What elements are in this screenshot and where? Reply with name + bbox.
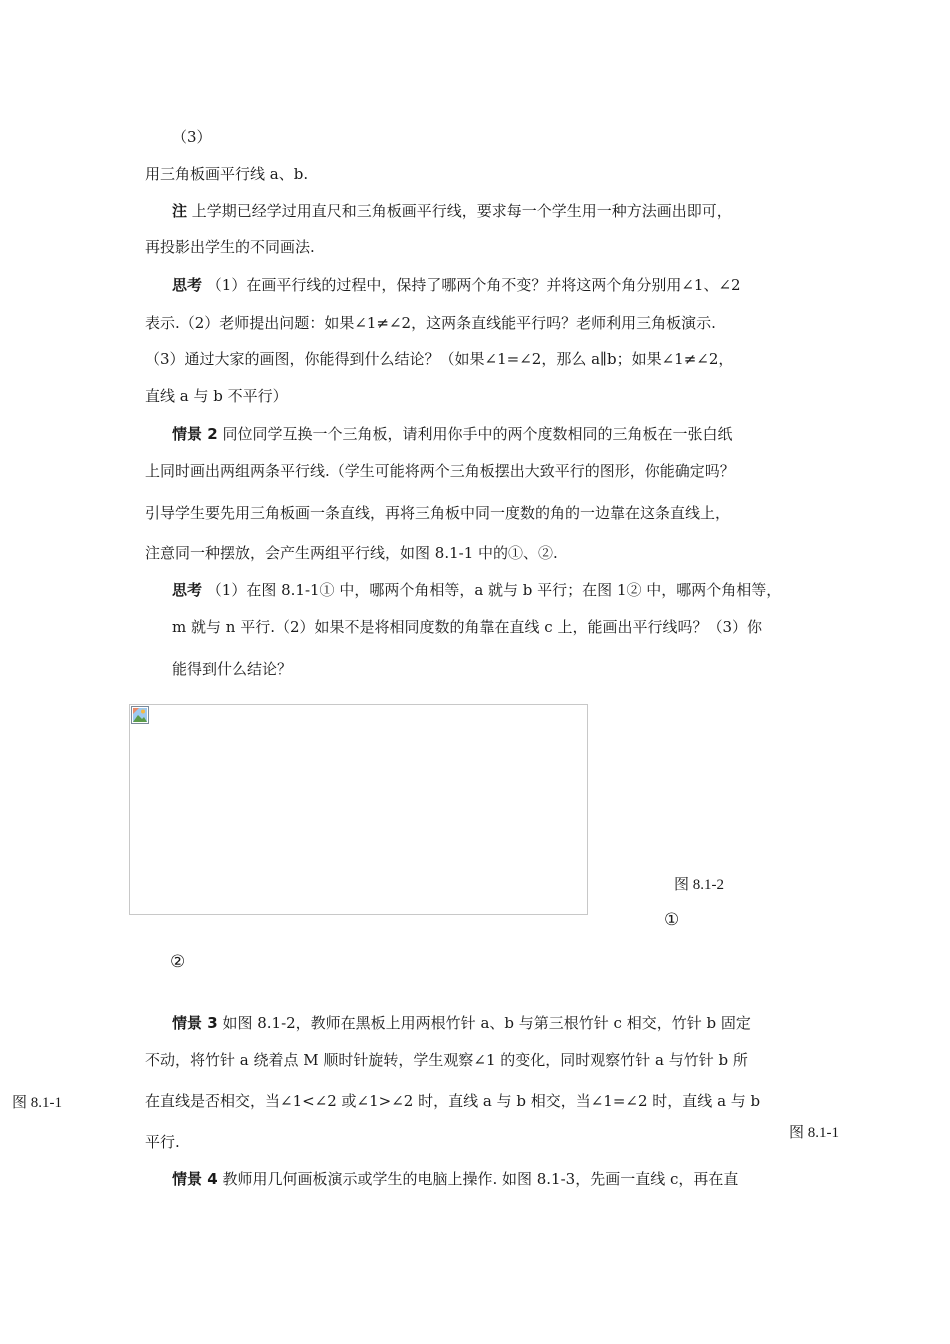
text-line: 能得到什么结论？ xyxy=(172,660,293,678)
scene-tag: 情景 2 xyxy=(172,425,218,443)
scene-tag: 情景 4 xyxy=(172,1170,218,1188)
text-line: （3）通过大家的画图，你能得到什么结论？（如果∠1=∠2，那么 a∥b；如果∠1≠∠2， xyxy=(145,350,734,368)
broken-image-icon xyxy=(131,706,149,724)
paragraph-scene-2 xyxy=(172,424,732,444)
figure-caption: 图 8.1-2 xyxy=(674,877,724,893)
circled-number-1: ① xyxy=(664,910,680,929)
text-line: （3） xyxy=(172,128,212,146)
figure-caption: 图 8.1-1 xyxy=(789,1125,839,1141)
paragraph-think-1 xyxy=(172,275,741,295)
figure-caption: 图 8.1-1 xyxy=(12,1095,62,1111)
scene-tag: 情景 3 xyxy=(172,1014,218,1032)
text-line: 如图 8.1-2，教师在黑板上用两根竹针 a、b 与第三根竹针 c 相交，竹针 b 固定 xyxy=(217,1014,751,1032)
text-line: 表示.（2）老师提出问题：如果∠1≠∠2，这两条直线能平行吗？老师利用三角板演示. xyxy=(145,314,716,332)
text-line: 直线 a 与 b 不平行） xyxy=(145,387,288,405)
circled-number-2: ② xyxy=(170,952,186,971)
text-line: 不动，将竹针 a 绕着点 M 顺时针旋转，学生观察∠1 的变化，同时观察竹针 a 与竹针 b 所 xyxy=(145,1051,748,1069)
text-line: （1）在图 8.1-1① 中，哪两个角相等，a 就与 b 平行；在图 1② 中，哪两个角相等， xyxy=(202,581,782,599)
text-line: （1）在画平行线的过程中，保持了哪两个角不变？并将这两个角分别用∠1、∠2 xyxy=(202,276,741,294)
text-line: 注意同一种摆放，会产生两组平行线，如图 8.1-1 中的①、②. xyxy=(145,544,558,562)
text-line: 引导学生要先用三角板画一条直线，再将三角板中同一度数的角的一边靠在这条直线上， xyxy=(145,504,731,522)
text-line: 在直线是否相交，当∠1<∠2 或∠1>∠2 时，直线 a 与 b 相交，当∠1=∠2 时，直线 a 与 b xyxy=(145,1092,761,1110)
paragraph-scene-3 xyxy=(172,1013,751,1033)
text-line: 平行. xyxy=(145,1133,180,1151)
text-line: 用三角板画平行线 a、b. xyxy=(145,165,309,183)
text-line: 上学期已经学过用直尺和三角板画平行线，要求每一个学生用一种方法画出即可， xyxy=(187,202,732,220)
figure-placeholder xyxy=(129,704,588,915)
paragraph-note xyxy=(172,201,732,221)
think-tag: 思考 xyxy=(172,581,203,599)
paragraph-think-2 xyxy=(172,580,781,600)
text-line: m 就与 n 平行.（2）如果不是将相同度数的角靠在直线 c 上，能画出平行线吗？（3）你 xyxy=(172,618,762,636)
think-tag: 思考 xyxy=(172,276,203,294)
text-line: 再投影出学生的不同画法. xyxy=(145,238,315,256)
note-tag: 注 xyxy=(172,202,188,220)
text-line: 上同时画出两组两条平行线.（学生可能将两个三角板摆出大致平行的图形，你能确定吗？ xyxy=(145,462,735,480)
text-line: 教师用几何画板演示或学生的电脑上操作. 如图 8.1-3，先画一直线 c，再在直 xyxy=(217,1170,739,1188)
paragraph-scene-4 xyxy=(172,1169,738,1189)
text-line: 同位同学互换一个三角板，请利用你手中的两个度数相同的三角板在一张白纸 xyxy=(217,425,733,443)
